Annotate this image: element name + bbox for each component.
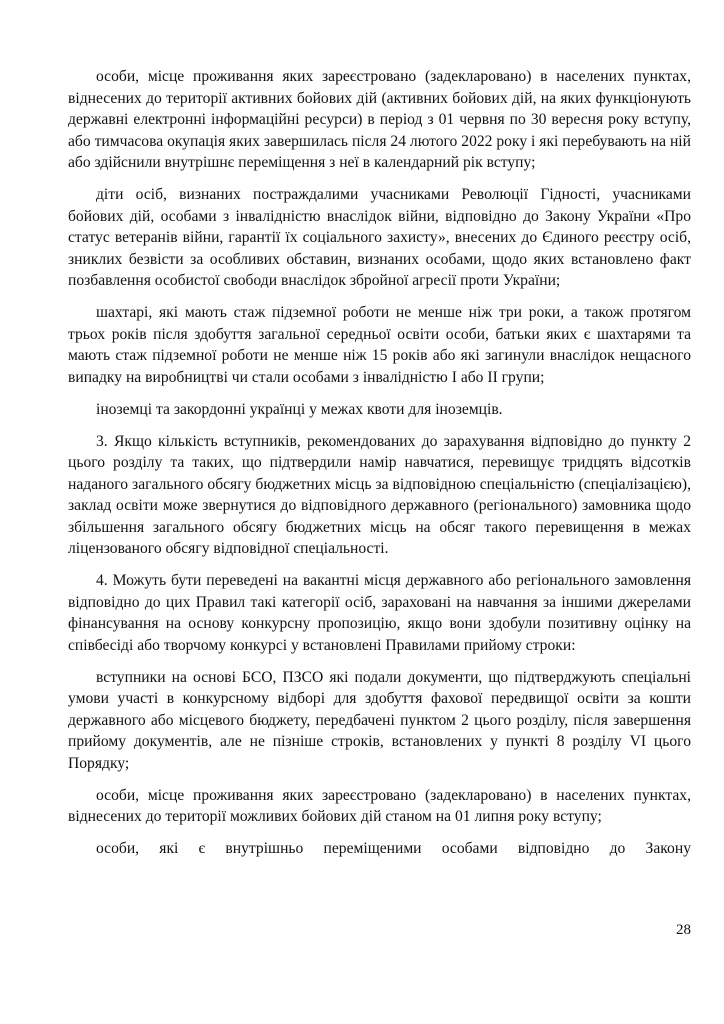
document-body bbox=[68, 66, 691, 870]
paragraph: 4. Можуть бути переведені на вакантні місця державного або регіонального замовлення відповідно до цих Правил такі категорії осіб, зараховані на навчання за іншими джерелами фінансування на основу конкурсну пропозицію, якщо вони здобули позитивну оцінку на співбесіді або творчому конкурсі у встановлені Правилами прийому строки: bbox=[68, 572, 691, 654]
paragraph: особи, місце проживання яких зареєстровано (задекларовано) в населених пунктах, віднесених до території активних бойових дій (активних бойових дій, на яких функціонують державні електронні інформаційні ресурси) в період з 01 червня по 30 вересня року вступу, або тимчасова окупація яких завершилась після 24 лютого 2022 року і які перебувають на ній або здійснили внутрішнє переміщення з неї в календарний рік вступу; bbox=[68, 68, 691, 171]
paragraph: шахтарі, які мають стаж підземної роботи не менше ніж три роки, а також протягом трьох років після здобуття загальної середньої освіти особи, батьки яких є шахтарями та мають стаж підземної роботи не менше ніж 15 років або які загинули внаслідок нещасного випадку на виробництві чи стали особами з інвалідністю I або II групи; bbox=[68, 304, 691, 386]
paragraph: діти осіб, визнаних постраждалими учасниками Революції Гідності, учасниками бойових дій, особами з інвалідністю внаслідок війни, відповідно до Закону України «Про статус ветеранів війни, гарантії їх соціального захисту», внесених до Єдиного реєстру осіб, зниклих безвісти за особливих обставин, визнаних особами, щодо яких встановлено факт позбавлення особистої свободи внаслідок збройної агресії проти України; bbox=[68, 186, 691, 289]
page-number: 28 bbox=[676, 922, 691, 938]
paragraph: вступники на основі БСО, ПЗСО які подали документи, що підтверджують спеціальні умови участі в конкурсному відборі для здобуття фахової передвищої освіти за кошти державного або місцевого бюджету, передбачені пунктом 2 цього розділу, після завершення прийому документів, але не пізніше строків, встановлених у пункті 8 розділу VI цього Порядку; bbox=[68, 668, 691, 772]
paragraph: особи, місце проживання яких зареєстровано (задекларовано) в населених пунктах, віднесених до території можливих бойових дій станом на 01 липня року вступу; bbox=[68, 786, 691, 825]
paragraph: особи, які є внутрішньо переміщеними особами відповідно до Закону bbox=[96, 840, 691, 857]
paragraph: 3. Якщо кількість вступників, рекомендованих до зарахування відповідно до пункту 2 цього розділу та таких, що підтвердили намір навчатися, перевищує тридцять відсотків наданого загального обсягу бюджетних місць за відповідною спеціальністю (спеціалізацією), заклад освіти може звернутися до відповідного державного (регіонального) замовника щодо збільшення загального обсягу бюджетних місць на обсяг такого перевищення в межах ліцензованого обсягу відповідної спеціальності. bbox=[68, 432, 691, 557]
paragraph: іноземці та закордонні українці у межах квоти для іноземців. bbox=[96, 400, 503, 418]
